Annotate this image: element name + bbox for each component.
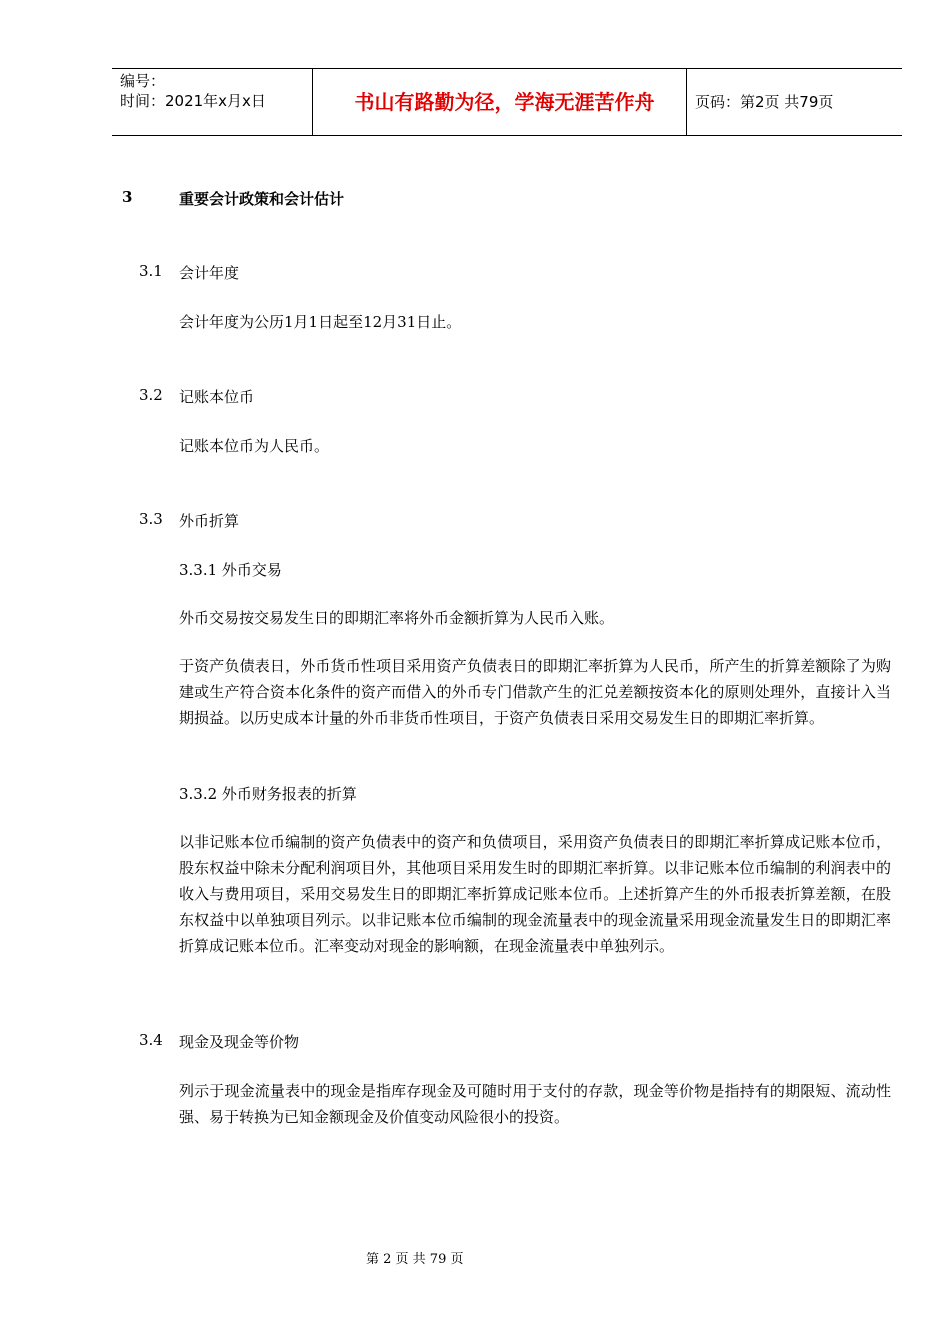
header-meta xyxy=(112,69,313,135)
section-title: 重要会计政策和会计估计 xyxy=(179,190,345,208)
paragraph: 会计年度为公历1月1日起至12月31日止。 xyxy=(179,313,462,331)
section-number: 3 xyxy=(122,188,133,206)
subsection-number: 3.4 xyxy=(139,1031,163,1049)
paragraph: 列示于现金流量表中的现金是指库存现金及可随时用于支付的存款，现金等价物是指持有的期限短、流动性强、易于转换为已知金额现金及价值变动风险很小的投资。 xyxy=(179,1082,891,1126)
subsection-number: 3.2 xyxy=(139,386,163,404)
sub-subsection-title: 3.3.2 外币财务报表的折算 xyxy=(179,785,357,803)
subsection-title: 记账本位币 xyxy=(179,388,255,406)
header-page-info: 页码：第2页 共79页 xyxy=(695,93,834,111)
page-header xyxy=(112,68,902,136)
header-motto: 书山有路勤为径，学海无涯苦作舟 xyxy=(313,69,687,135)
number-label: 编号： xyxy=(120,72,166,90)
page-footer: 第 2 页 共 79 页 xyxy=(366,1252,464,1267)
subsection-title: 现金及现金等价物 xyxy=(179,1033,300,1051)
paragraph: 记账本位币为人民币。 xyxy=(179,437,330,455)
subsection-title: 外币折算 xyxy=(179,512,240,530)
time-label: 时间：2021年x月x日 xyxy=(120,92,266,110)
paragraph: 外币交易按交易发生日的即期汇率将外币金额折算为人民币入账。 xyxy=(179,609,615,627)
subsection-title: 会计年度 xyxy=(179,264,240,282)
paragraph: 以非记账本位币编制的资产负债表中的资产和负债项目，采用资产负债表日的即期汇率折算成记账本位币，股东权益中除未分配利润项目外，其他项目采用发生时的即期汇率折算。以非记账本位币编制的利润表中的收入与费用项目，采用交易发生日的即期汇率折算成记账本位币。上述折算产生的外币报表折算差额，在股东权益中以单独项目列示。以非记账本位币编制的现金流量表中的现金流量采用现金流量发生日的即期汇率折算成记账本位币。汇率变动对现金的影响额，在现金流量表中单独列示。 xyxy=(179,833,891,955)
subsection-number: 3.3 xyxy=(139,510,163,528)
subsection-number: 3.1 xyxy=(139,262,163,280)
sub-subsection-title: 3.3.1 外币交易 xyxy=(179,561,282,579)
paragraph: 于资产负债表日，外币货币性项目采用资产负债表日的即期汇率折算为人民币，所产生的折算差额除了为购建或生产符合资本化条件的资产而借入的外币专门借款产生的汇兑差额按资本化的原则处理外，直接计入当期损益。以历史成本计量的外币非货币性项目，于资产负债表日采用交易发生日的即期汇率折算。 xyxy=(179,657,891,727)
